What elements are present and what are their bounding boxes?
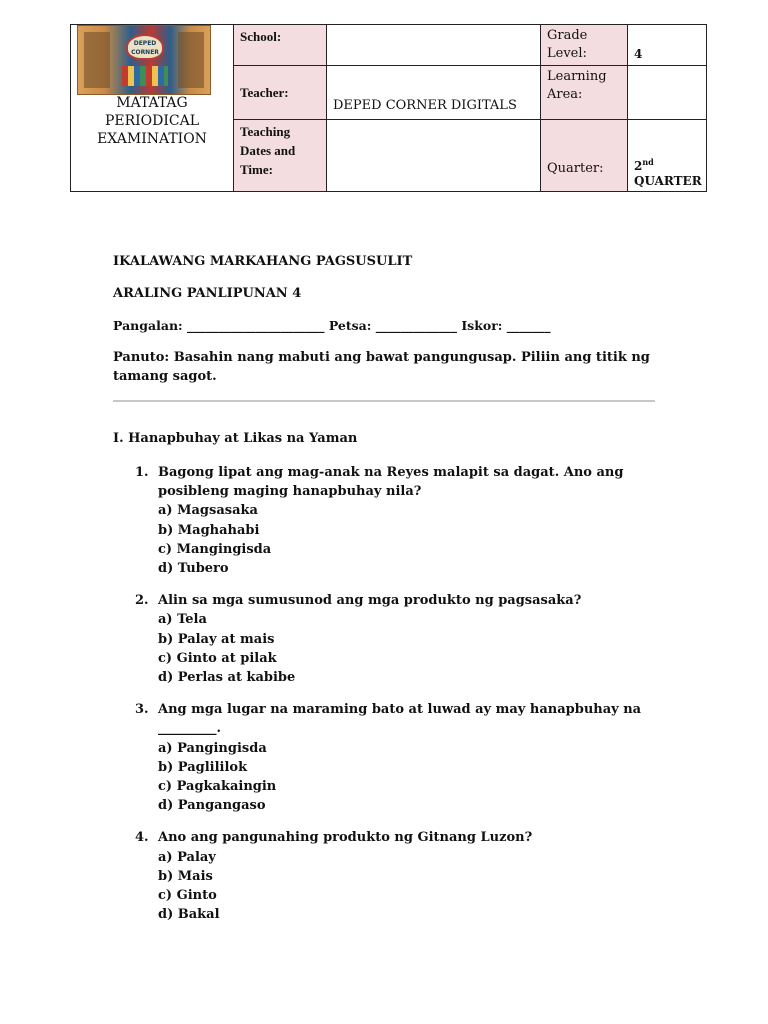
grade-level-value: 4 [628,25,707,66]
student-info-line: Pangalan: ______________________ Petsa: _____________ Iskor: _______ [113,318,551,333]
choice-d: d) Pangangaso [158,798,266,814]
choice-c: c) Ginto [158,888,217,904]
choice-d: d) Bakal [158,907,220,923]
exam-intro [113,252,658,386]
question-3 [113,700,673,815]
question-number: 4. [135,830,149,846]
choice-a: a) Palay [158,849,216,865]
logo-cell [71,25,234,192]
question-text: Ang mga lugar na maraming bato at luwad ay may hanapbuhay na _________. [158,702,642,737]
quarter-label: Quarter: [541,120,628,192]
choice-a: a) Magsasaka [158,503,258,519]
grade-level-label: Grade Level: [541,25,628,66]
teaching-dates-value [327,120,541,192]
learning-area-label: Learning Area: [541,66,628,120]
question-1 [113,463,673,578]
question-text: Bagong lipat ang mag-anak na Reyes malapit sa dagat. Ano ang posibleng maging hanapbuhay nila? [158,465,624,500]
exam-heading: IKALAWANG MARKAHANG PAGSUSULIT [113,254,413,269]
quarter-value: 2nd QUARTER [628,120,707,192]
school-label: School: [234,25,327,66]
question-number: 2. [135,593,149,609]
choice-b: b) Palay at mais [158,631,275,647]
teaching-dates-label: Teaching Dates and Time: [234,120,327,192]
deped-corner-logo: DEPED CORNER [77,25,211,95]
question-number: 1. [135,465,149,480]
choice-b: b) Maghahabi [158,522,260,538]
teacher-value: DEPED CORNER DIGITALS [327,66,541,120]
choice-b: b) Mais [158,868,213,884]
learning-area-value [628,66,707,120]
choice-a: a) Tela [158,612,207,628]
divider-line [113,400,655,402]
choice-d: d) Tubero [158,561,229,577]
choice-c: c) Pagkakaingin [158,779,277,795]
choice-c: c) Ginto at pilak [158,650,277,666]
choice-d: d) Perlas at kabibe [158,670,296,686]
choice-a: a) Pangingisda [158,740,267,756]
question-number: 3. [135,702,149,718]
teacher-label: Teacher: [234,66,327,120]
question-2 [113,591,673,687]
question-text: Ano ang pangunahing produkto ng Gitnang Luzon? [158,830,533,846]
exam-title: MATATAG PERIODICAL EXAMINATION [97,95,207,147]
question-text: Alin sa mga sumusunod ang mga produkto ng pagsasaka? [158,593,582,609]
question-list [113,463,673,937]
question-4 [113,828,673,924]
instructions: Panuto: Basahin nang mabuti ang bawat pangungusap. Piliin ang titik ng tamang sagot. [113,350,650,384]
school-value [327,25,541,66]
section-title: I. Hanapbuhay at Likas na Yaman [113,431,358,446]
choice-c: c) Mangingisda [158,541,272,557]
subject-heading: ARALING PANLIPUNAN 4 [113,286,302,301]
exam-header-table [70,24,707,192]
choice-b: b) Paglililok [158,759,248,775]
